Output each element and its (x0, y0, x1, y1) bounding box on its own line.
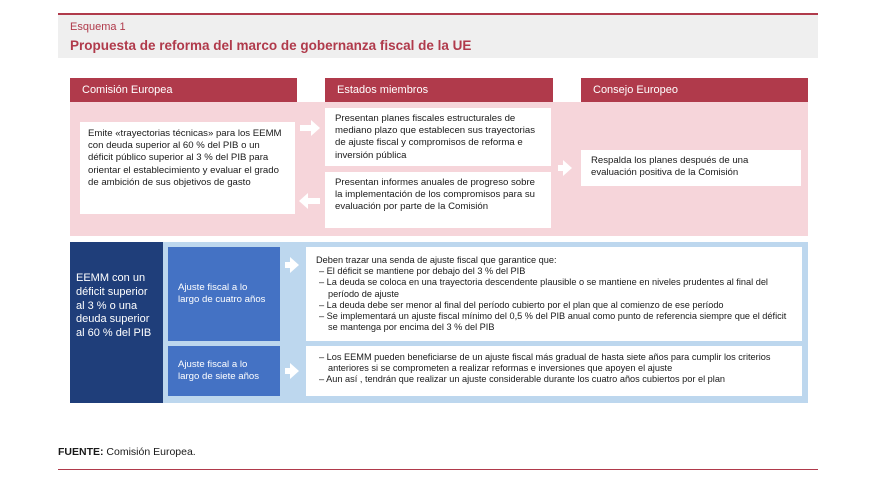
member-reports-box (325, 172, 551, 228)
four-years-detail-box (306, 247, 802, 341)
arrow-shaft-left (307, 198, 320, 204)
four-years-label: Ajuste fiscal a lo largo de cuatro años (178, 282, 266, 306)
bullet-item: – Los EEMM pueden beneficiarse de un ajuste fiscal más gradual de hasta siete años para cumplir los criterios anteriores si se comprometen a realizar reformas e inversiones que apoyen el ajuste (319, 352, 771, 374)
arrow-four-icon (290, 257, 299, 273)
member-reports-text: Presentan informes anuales de progreso sobre la implementación de los compromisos para su evaluación por parte de la Comisión (335, 177, 535, 213)
member-plans-text: Presentan planes fiscales estructurales de mediano plazo que establecen sus trayectorias de ajuste fiscal y compromisos de reforma e inversión pública (335, 113, 535, 161)
source-label: FUENTE: (58, 446, 104, 458)
arrow-seven-icon (290, 363, 299, 379)
header-member-states: Estados miembros (325, 78, 553, 102)
bullet-item: – La deuda debe ser menor al final del período cubierto por el plan que al comienzo de ese período (319, 299, 724, 310)
council-box (581, 150, 801, 186)
seven-years-box (168, 346, 280, 396)
bullet-item: – Aun así , tendrán que realizar un ajuste considerable durante los cuatro años cubiertos por el plan (319, 374, 726, 385)
member-plans-box (325, 108, 551, 166)
source-note (58, 446, 196, 458)
figure-number: Esquema 1 (70, 21, 126, 33)
arrow-to-council-shaft (558, 165, 564, 171)
seven-years-bullets (316, 352, 792, 386)
arrow-to-council-icon (563, 160, 572, 176)
seven-years-label: Ajuste fiscal a lo largo de siete años (178, 359, 260, 383)
arrow-right-icon (311, 120, 320, 136)
header-commission: Comisión Europea (70, 78, 297, 102)
source-text: Comisión Europea. (106, 446, 196, 458)
bullet-item: – Se implementará un ajuste fiscal mínimo del 0,5 % del PIB anual como punto de referencia siempre que el déficit se mantenga por encima del 3 % del PIB (319, 311, 787, 333)
four-years-intro: Deben trazar una senda de ajuste fiscal que garantice que: (316, 255, 557, 265)
four-years-bullets (316, 266, 792, 333)
eligibility-label: EEMM con un déficit superior al 3 % o una deuda superior al 60 % del PIB (76, 272, 152, 340)
header-council: Consejo Europeo (581, 78, 808, 102)
four-years-box (168, 247, 280, 341)
bullet-item: – La deuda se coloca en una trayectoria descendente plausible o se mantiene en niveles prudentes al final del período de ajuste (319, 277, 768, 299)
commission-box (80, 122, 295, 214)
seven-years-detail-box (306, 346, 802, 396)
council-text: Respalda los planes después de una evaluación positiva de la Comisión (591, 155, 749, 179)
bottom-rule (58, 469, 818, 470)
commission-text: Emite «trayectorias técnicas» para los EEMM con deuda superior al 60 % del PIB o un déficit público superior al 3 % del PIB para orientar el establecimiento y evaluar el grado de ambición de sus objetivos de gasto (88, 128, 282, 188)
bullet-item: – El déficit se mantiene por debajo del 3 % del PIB (319, 266, 526, 277)
eligibility-box (70, 242, 163, 403)
figure-title: Propuesta de reforma del marco de gobernanza fiscal de la UE (70, 38, 472, 53)
